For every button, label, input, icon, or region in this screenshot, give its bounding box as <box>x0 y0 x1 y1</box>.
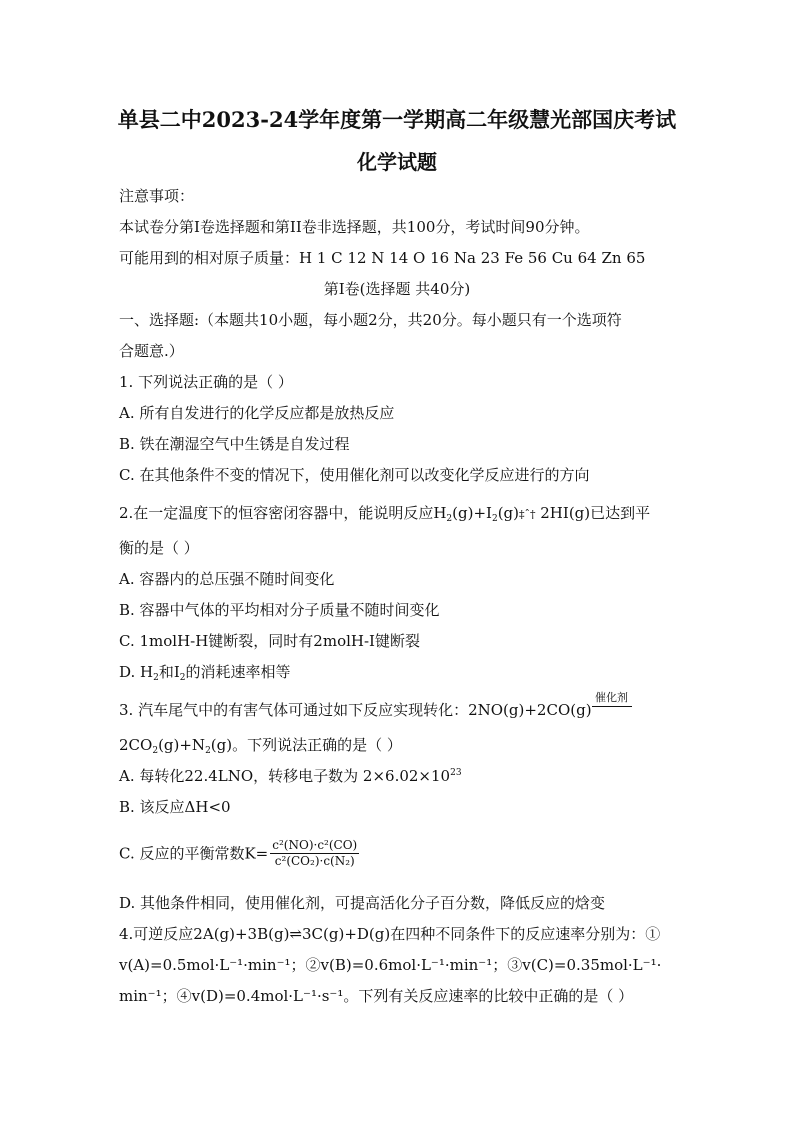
q3-option-a: A. 每转化22.4LNO，转移电子数为 $2\times 6.02\times 10^{23}$ <box>119 767 462 785</box>
section-title: 第Ⅰ卷(选择题 共40分) <box>323 280 471 298</box>
q1-option-c: C. 在其他条件不变的情况下，使用催化剂可以改变化学反应进行的方向 <box>119 466 590 484</box>
notes-heading: 注意事项： <box>119 187 195 205</box>
exam-subtitle: 化学试题 <box>357 150 437 174</box>
q2-option-c: C. 1molH-H键断裂，同时有2molH-I键断裂 <box>119 632 420 650</box>
q2-option-b: B. 容器中气体的平均相对分子质量不随时间变化 <box>119 601 440 619</box>
q1-option-a: A. 所有自发进行的化学反应都是放热反应 <box>119 404 395 422</box>
exam-title: 单县二中2023-24学年度第一学期高二年级慧光部国庆考试 <box>117 107 677 132</box>
q4-stem-line-2: v(A)=0.5mol·L⁻¹·min⁻¹；②v(B)=0.6mol·L⁻¹·min⁻¹；③v(C)=0.35mol·L⁻¹· <box>119 956 662 974</box>
equilibrium-constant-fraction: $\frac{\text{c²(NO)·c²(CO)}}{\text{c²(CO₂)·c(N₂)}}$ <box>272 838 358 868</box>
q2-stem-line-2: 衡的是（ ） <box>119 539 199 557</box>
q3-option-b: B. 该反应ΔH<0 <box>119 798 231 816</box>
q2-option-d: D. $H_2$和$I_2$的消耗速率相等 <box>119 663 291 683</box>
equilibrium-arrow: ‡ˆ† <box>519 508 536 521</box>
section-instruction-2: 合题意.） <box>119 342 184 360</box>
q2-option-a: A. 容器内的总压强不随时间变化 <box>119 570 335 588</box>
catalyst-arrow: 催化剂 <box>592 700 632 720</box>
q4-stem-line-1: 4.可逆反应2A(g)+3B(g)⇌3C(g)+D(g)在四种不同条件下的反应速率分别为：① <box>119 925 661 943</box>
q3-option-c: C. 反应的平衡常数K= $\frac{\text{c²(NO)·c²(CO)}}{\text{c²(CO₂)·c(N₂)}}$ <box>119 838 358 868</box>
q3-stem-line-1: 3. 汽车尾气中的有害气体可通过如下反应实现转化：2NO(g)+2CO(g) 催化剂 <box>119 700 632 720</box>
section-instruction-1: 一、选择题:（本题共10小题，每小题2分，共20分。每小题只有一个选项符 <box>119 311 622 329</box>
notes-line-1: 本试卷分第Ⅰ卷选择题和第II卷非选择题，共100分，考试时间90分钟。 <box>119 218 590 236</box>
notes-line-2: 可能用到的相对原子质量：H 1 C 12 N 14 O 16 Na 23 Fe 56 Cu 64 Zn 65 <box>119 249 646 267</box>
q1-option-b: B. 铁在潮湿空气中生锈是自发过程 <box>119 435 350 453</box>
q1-stem: 1. 下列说法正确的是（ ） <box>119 373 293 391</box>
q3-option-d: D. 其他条件相同，使用催化剂，可提高活化分子百分数，降低反应的焓变 <box>119 894 606 912</box>
q3-stem-line-2: $2CO_2(g)+N_2(g)$。下列说法正确的是（ ） <box>119 736 402 756</box>
q4-stem-line-3: min⁻¹；④v(D)=0.4mol·L⁻¹·s⁻¹。下列有关反应速率的比较中正确的是（ ） <box>119 987 634 1005</box>
q2-stem-line-1: 2.在一定温度下的恒容密闭容器中，能说明反应$H_2(g)+I_2(g)\ddagger ˆ\dagger$ 2HI(g)已达到平 <box>119 504 651 524</box>
